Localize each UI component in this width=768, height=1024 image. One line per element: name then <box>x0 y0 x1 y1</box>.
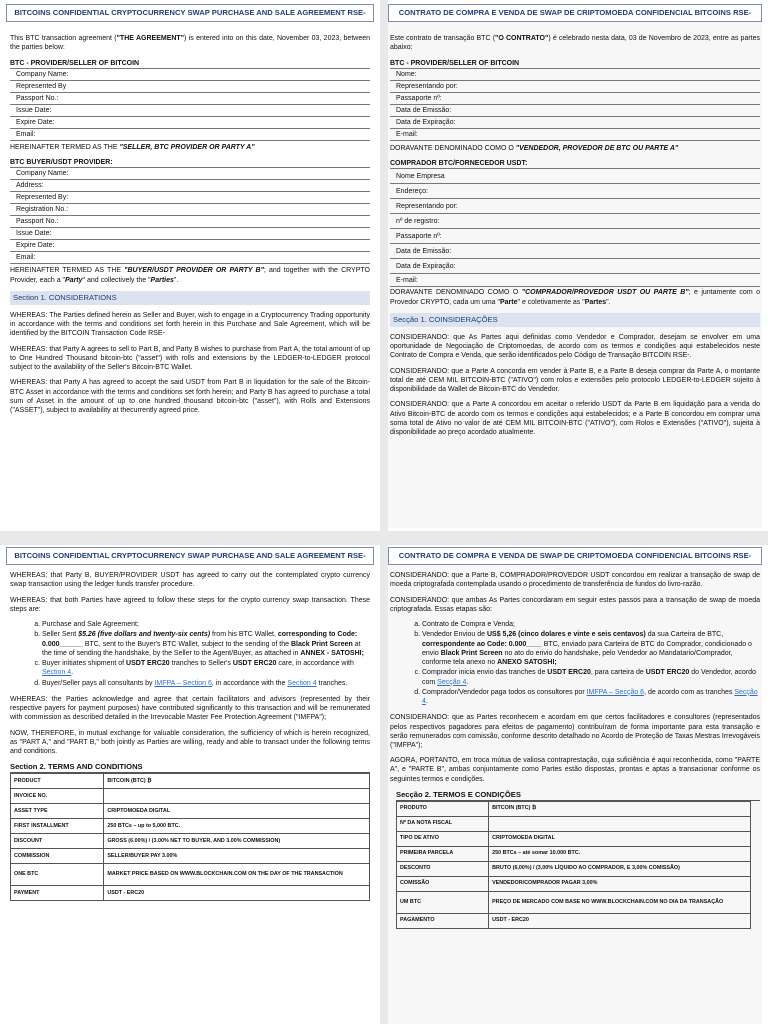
buyer-title: COMPRADOR BTC/FORNECEDOR USDT: <box>390 159 760 169</box>
table-row: ASSET TYPE CRIPTOMOEDA DIGITAL <box>11 804 370 819</box>
seller-field[interactable]: Nome: <box>390 69 760 81</box>
buyer-fields <box>390 169 760 287</box>
buyer-fields <box>10 168 370 264</box>
whereas-1: WHEREAS: The Parties defined herein as Seller and Buyer, wish to engage in a Cryptocurrency Trading opportunity in accordance with the terms and conditions set forth herein in this Purchase and Sale Agreement, which will be identified by the BITCOIN Transaction Code RSE- <box>10 311 370 338</box>
whereas-6: WHEREAS: the Parties acknowledge and agree that certain facilitators and advisors (represented by their respective payers for payment purposes) have contributed significantly to this transaction and will be remunerated with commission as described detailed in the Irrevocable Master Fee Protection Agreement ("IMFPA"); <box>10 695 370 722</box>
buyer-term: DORAVANTE DENOMINADO COMO O "COMPRADOR/PROVEDOR USDT OU PARTE B"; e juntamente com o Provedor CRYPTO, cada um uma "Parte" e coletivamente as "Partes". <box>390 289 760 306</box>
seller-field[interactable]: Email: <box>10 129 370 141</box>
seller-field[interactable]: E-mail: <box>390 129 760 141</box>
page-en-1 <box>6 4 374 528</box>
considerando-5: CONSIDERANDO: que ambas As Partes concordaram em seguir estes passos para a transação de swap de moeda criptografada. Essas etapas são: <box>390 596 760 613</box>
table-row: PRODUTO BITCOIN (BTC) ₿ <box>397 801 751 816</box>
step-a: a. Contrato de Compra e Venda; <box>422 620 760 629</box>
terms-table <box>396 801 751 929</box>
page-gutter <box>380 0 388 1024</box>
buyer-title: BTC BUYER/USDT PROVIDER: <box>10 158 370 168</box>
intro-paragraph: Este contrato de transação BTC ("O CONTRATO") é celebrado nesta data, 03 de Novembro de 2023, entre as partes abaixo: <box>390 35 761 52</box>
considerando-4: CONSIDERANDO: que a Parte B, COMPRADOR/PROVEDOR USDT concordou em realizar a transação de swap de moeda criptografada contemplada usando o procedimento de transferência de fundos do livro-razão. <box>390 572 760 589</box>
table-row: FIRST INSTALLMENT 250 BTCs – up to 5,000 BTC. <box>11 819 370 834</box>
page-header: CONTRATO DE COMPRA E VENDA DE SWAP DE CRIPTOMOEDA CONFIDENCIAL BITCOINS RSE- <box>388 4 762 22</box>
buyer-field[interactable]: Passaporte nº: <box>390 229 760 244</box>
buyer-field[interactable]: Expire Date: <box>10 240 370 252</box>
section-4-link[interactable]: Secção 4 <box>422 688 758 706</box>
page-en-2 <box>6 547 374 1021</box>
step-b: b. Seller Sent $5.26 (five dollars and twenty-six cents) from his BTC Wallet, corresponding to Code: 0.000______ BTC, sent to the Buyer's BTC Wallet, subject to the sending of the Black Print Screen at the time of sending the handshake, by the Seller to the Agent/Buyer, as attached in ANNEX - SATOSHI; <box>42 630 370 658</box>
seller-field[interactable]: Company Name: <box>10 69 370 81</box>
buyer-field[interactable]: E-mail: <box>390 274 760 287</box>
section-4-link[interactable]: Section 4 <box>42 669 72 677</box>
seller-field[interactable]: Representando por: <box>390 81 760 93</box>
step-d: d. Comprador/Vendedor paga todos os consultores por IMFPA – Secção 6, de acordo com as tranches Secção 4. <box>422 688 760 706</box>
section-1-heading: Section 1. CONSIDERATIONS <box>10 291 370 305</box>
table-row: COMMISSION SELLER/BUYER PAY 3.00% <box>11 849 370 864</box>
buyer-field[interactable]: Registration No.: <box>10 204 370 216</box>
seller-fields <box>10 69 370 141</box>
buyer-field[interactable]: Company Name: <box>10 168 370 180</box>
page-pt-2 <box>388 547 762 1024</box>
considerando-6: CONSIDERANDO: que as Partes reconhecem e acordam em que certos facilitadores e consultores (representados pelos respectivos pagadores para efeitos de pagamento) contribuíram de forma importante para esta transação e serão remunerados com comissão, conforme descrito detalhado no Acordo de Proteção de Taxas Mestras Irrevogáveis ("IMFPA"); <box>390 714 760 749</box>
page-separator <box>0 531 768 545</box>
whereas-4: WHEREAS: that Party B, BUYER/PROVIDER USDT has agreed to carry out the contemplated crypto currency swap transaction using the ledger funds transfer procedure. <box>10 572 370 589</box>
page-header: BITCOINS CONFIDENTIAL CRYPTOCURRENCY SWAP PURCHASE AND SALE AGREEMENT RSE- <box>6 547 374 565</box>
section-2-heading: Section 2. TERMS AND CONDITIONS <box>10 762 370 773</box>
buyer-field[interactable]: Endereço: <box>390 184 760 199</box>
table-row: DISCOUNT GROSS (6.00%) / (3.00% NET TO BUYER, AND 3.00% COMMISSION) <box>11 834 370 849</box>
seller-term: HEREINAFTER TERMED AS THE "SELLER, BTC PROVIDER OR PARTY A" <box>10 143 255 151</box>
buyer-field[interactable]: Issue Date: <box>10 228 370 240</box>
seller-term: DORAVANTE DENOMINADO COMO O "VENDEDOR, PROVEDOR DE BTC OU PARTE A" <box>390 144 679 152</box>
imfpa-link[interactable]: IMFPA – Secção 6 <box>586 688 645 696</box>
step-a: a. Purchase and Sale Agreement; <box>42 620 370 629</box>
agora-portanto: AGORA, PORTANTO, em troca mútua de valiosa contraprestação, cuja suficiência é aqui reconhecida, como "PARTE A", e "PARTE B", ambas conjuntamente como Partes estão dispostas, prontas e aptas a transacionar conforme os seguintes termos e condições. <box>390 757 760 783</box>
intro-paragraph: This BTC transaction agreement ("THE AGREEMENT") is entered into on this date, November 03, 2023, between the parties below: <box>10 35 370 52</box>
seller-field[interactable]: Represented By <box>10 81 370 93</box>
table-row: PRODUCT BITCOIN (BTC) ₿ <box>11 774 370 789</box>
now-therefore: NOW, THEREFORE, in mutual exchange for valuable consideration, the sufficiency of which is herein recognized, as "PART A," and "PART B," both jointly as Parties are willing, ready and able to transact under the following terms and conditions. <box>10 729 370 755</box>
seller-field[interactable]: Data de Expiração: <box>390 117 760 129</box>
buyer-field[interactable]: Data de Emissão: <box>390 244 760 259</box>
buyer-field[interactable]: Email: <box>10 252 370 264</box>
considerando-2: CONSIDERANDO: que a Parte A concorda em vender à Parte B, e a Parte B deseja comprar da Parte A, o montante total de até CEM MIL BITCOIN-BTC ("ATIVO") com rolos e extensões pelo protocolo LEDGER-to-LEDGER sujeito à disponibilidade da Wallet de Bitcoin-BTC do Vendedor. <box>390 367 760 394</box>
table-row: UM BTC PREÇO DE MERCADO COM BASE NO WWW.BLOCKCHAIN.COM NO DIA DA TRANSAÇÃO <box>397 891 751 913</box>
step-b: b. Vendedor Enviou de US$ 5,26 (cinco dolares e vinte e seis centavos) da sua Carteira de BTC, correspondente ao Code: 0.000____ BTC, enviado para Carteira de BTC do Comprador, condicionado o envio Black Print Screen no ato do envio do handshake, pelo Vendedor ao Mandatario/Comprador, conforme tela anexo no ANEXO SATOSHI; <box>422 630 760 667</box>
buyer-field[interactable]: Data de Expiração: <box>390 259 760 274</box>
table-row: PAGAMENTO USDT - ERC20 <box>397 913 751 928</box>
seller-field[interactable]: Issue Date: <box>10 105 370 117</box>
terms-table <box>10 773 370 901</box>
page-header: CONTRATO DE COMPRA E VENDA DE SWAP DE CRIPTOMOEDA CONFIDENCIAL BITCOINS RSE- <box>388 547 762 565</box>
seller-title: BTC - PROVIDER/SELLER OF BITCOIN <box>390 59 760 69</box>
step-c: c. Comprador inicia envio das tranches de USDT ERC20, para carteira de USDT ERC20 do Vendedor, acordo com Secção 4. <box>422 668 760 686</box>
seller-field[interactable]: Data de Emissão: <box>390 105 760 117</box>
seller-fields <box>390 69 760 141</box>
section-1-heading: Secção 1. COINSIDERAÇÕES <box>390 313 760 327</box>
seller-field[interactable]: Expire Date: <box>10 117 370 129</box>
buyer-field[interactable]: Nome Empresa <box>390 169 760 184</box>
table-row: ONE BTC MARKET PRICE BASED ON WWW.BLOCKCHAIN.COM ON THE DAY OF THE TRANSACTION <box>11 864 370 886</box>
page-pt-1 <box>388 4 762 528</box>
table-row: COMISSÃO VENDEDOR/COMPRADOR PAGAR 3,00% <box>397 876 751 891</box>
table-row: Nº DA NOTA FISCAL <box>397 816 751 831</box>
section-4-link[interactable]: Section 4 <box>287 679 317 687</box>
buyer-field[interactable]: Representando por: <box>390 199 760 214</box>
section-2-heading: Secção 2. TERMOS E CONDIÇÕES <box>396 790 760 801</box>
page-header: BITCOINS CONFIDENTIAL CRYPTOCURRENCY SWAP PURCHASE AND SALE AGREEMENT RSE- <box>6 4 374 22</box>
step-d: d. Buyer/Seller pays all consultants by IMFPA – Section 6, in accordance with the Section 4 tranches. <box>42 679 370 688</box>
buyer-term: HEREINAFTER TERMED AS THE "BUYER/USDT PROVIDER OR PARTY B"; and together with the CRYPTO Provider, each a "Party" and collectively the "Parties". <box>10 267 370 284</box>
seller-field[interactable]: Passaporte nº: <box>390 93 760 105</box>
table-row: DESCONTO BRUTO (6,00%) / (3,00% LÍQUIDO AO COMPRADOR, E 3,00% COMISSÃO) <box>397 861 751 876</box>
table-row: PRIMEIRA PARCELA 250 BTCs – até somar 10.000 BTC. <box>397 846 751 861</box>
table-row: PAYMENT USDT - ERC20 <box>11 886 370 901</box>
whereas-2: WHEREAS: that Party A agrees to sell to Part B, and Party B wishes to purchase from Part A, the total amount of up to One Hundred Thousand bitcoin-btc ("asset") with rolls and extensions by the LEDGER-to-LEDGER protocol subject to the availability of the Seller's Bitcoin-BTC Wallet. <box>10 345 370 372</box>
seller-field[interactable]: Passport No.: <box>10 93 370 105</box>
whereas-3: WHEREAS: that Party A has agreed to accept the said USDT from Part B in liquidation for the sale of the Bitcoin-BTC Asset in accordance with the terms and conditions set forth herein; and Party B has agreed to purchase a total sum of Asset in the amount of up to one hundred thousand bitcoin-btc ("asset"), with Rolls and Extensions ("ASSET"), subject to availability at thecurrently agreed price. <box>10 379 370 415</box>
seller-title: BTC - PROVIDER/SELLER OF BITCOIN <box>10 59 370 69</box>
whereas-5: WHEREAS: that both Parties have agreed to follow these steps for the crypto currency swap transaction. These steps are: <box>10 596 370 613</box>
table-row: TIPO DE ATIVO CRIPTOMOEDA DIGITAL <box>397 831 751 846</box>
buyer-field[interactable]: Address: <box>10 180 370 192</box>
considerando-1: CONSIDERANDO: que As Partes aqui definidas como Vendedor e Comprador, desejam se envolver em uma oportunidade de Negociação de Criptomoedas, de acordo com os termos e condições aqui estabelecidos neste Contrato de Compra e Venda, que serão identificados pelo Código de Transação BITCOIN RSE-. <box>390 333 760 360</box>
considerando-3: CONSIDERANDO: que a Parte A concordou em aceitar o referido USDT da Parte B em liquidação para a venda do Ativo Bitcoin-BTC de acordo com os termos e condições aqui estabelecidos; e a Parte B concordou em comprar uma soma total de Ativo no valor de até CEM MIL BITCOIN-BTC ("ATIVO"), com Rolos e Extensões ("ATIVO"), sujeita à disponibilidade ao preço acordado atualmente. <box>390 401 760 437</box>
steps-list <box>422 620 760 706</box>
buyer-field[interactable]: nº de registro: <box>390 214 760 229</box>
buyer-field[interactable]: Passport No.: <box>10 216 370 228</box>
table-row: INVOICE NO. <box>11 789 370 804</box>
section-4-link[interactable]: Secção 4 <box>437 678 467 686</box>
step-c: c. Buyer initiates shipment of USDT ERC20 tranches to Seller's USDT ERC20 care, in accordance with Section 4. <box>42 659 370 677</box>
buyer-field[interactable]: Represented By: <box>10 192 370 204</box>
steps-list <box>42 620 370 688</box>
imfpa-link[interactable]: IMFPA – Section 6 <box>154 679 212 687</box>
